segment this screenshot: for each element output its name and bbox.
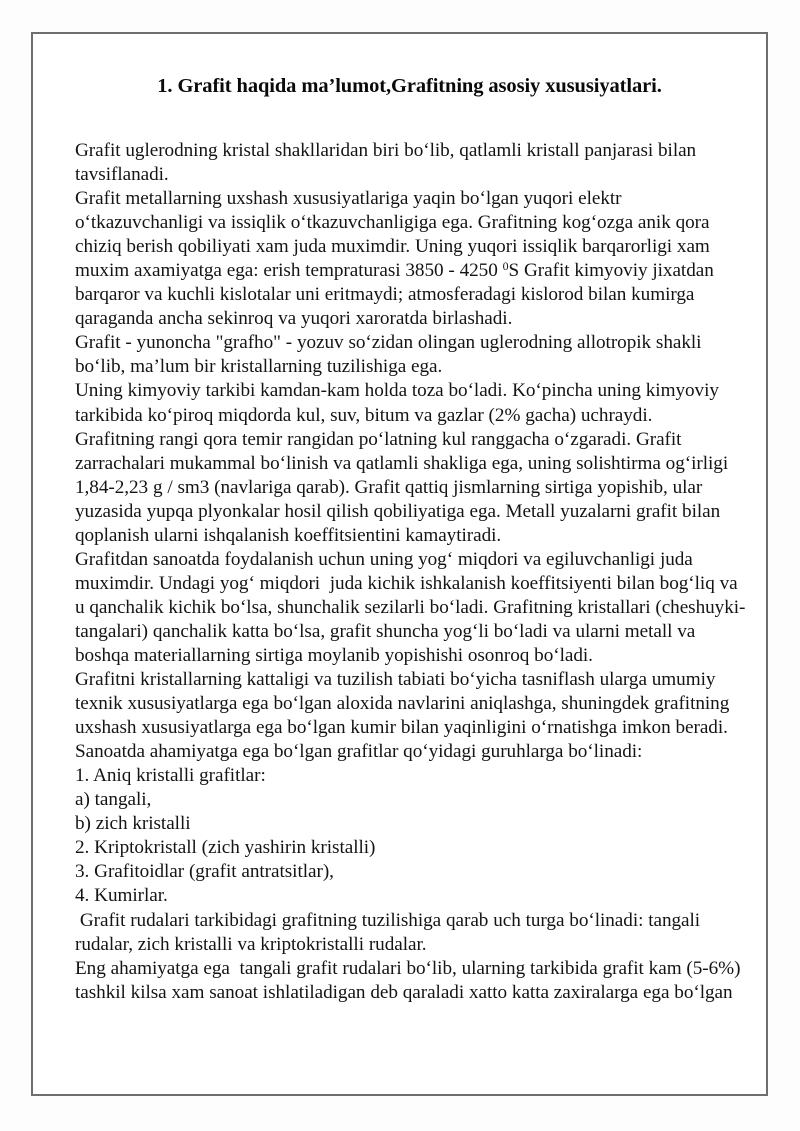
- degree-superscript: 0: [502, 259, 509, 274]
- body-line: a) tangali,: [75, 789, 152, 811]
- body-line: uxshash xususiyatlarga ega bo‘lgan kumir bilan yaqinligini o‘rnatishga imkon beradi.: [75, 717, 728, 739]
- body-line: Grafit uglerodning kristal shakllaridan biri bo‘lib, qatlamli kristall panjarasi bilan: [75, 140, 697, 161]
- body-line: texnik xususiyatlarga ega bo‘lgan aloxida navlarini aniqlashga, shuningdek grafitning: [75, 693, 730, 715]
- body-line: tangalari) qanchalik katta bo‘lsa, grafit shuncha yog‘li bo‘ladi va ularni metall va: [75, 620, 696, 642]
- body-line: Grafitni kristallarning kattaligi va tuzilish tabiati bo‘yicha tasniflash ularga umumiy: [75, 669, 716, 691]
- body-line: 1,84-2,23 g / sm3 (navlariga qarab). Grafit qattiq jismlarning sirtiga yopishib, ular: [75, 476, 703, 498]
- body-line: 3. Grafitoidlar (grafit antratsitlar),: [75, 861, 334, 883]
- body-line: b) zich kristalli: [75, 813, 191, 835]
- body-line: tarkibida ko‘piroq miqdorda kul, suv, bitum va gazlar (2% gacha) uchraydi.: [75, 404, 653, 426]
- body-line: Eng ahamiyatga ega tangali grafit rudalari bo‘lib, ularning tarkibida grafit kam (5-6%): [75, 957, 741, 979]
- body-line: zarrachalari mukammal bo‘linish va qatlamli shakliga ega, uning solishtirma og‘irligi: [75, 452, 729, 474]
- body-line: u qanchalik kichik bo‘lsa, shunchalik sezilarli bo‘ladi. Grafitning kristallari (cheshuyki-: [75, 596, 746, 618]
- body-line: muxim axamiyatga ega: erish tempraturasi 3850 - 4250 $^0$S Grafit kimyoviy jixatdan: [75, 259, 714, 282]
- page-title: 1. Grafit haqida ma’lumot,Grafitning asosiy xususiyatlari.: [157, 75, 662, 97]
- body-line: barqaror va kuchli kislotalar uni eritmaydi; atmosferadagi kislorod bilan kumirga: [75, 284, 695, 306]
- body-line: Grafit rudalari tarkibidagi grafitning tuzilishiga qarab uch turga bo‘linadi: tangali: [75, 909, 701, 931]
- body-line: tashkil kilsa xam sanoat ishlatiladigan deb qaraladi xatto katta zaxiralarga ega bo‘lgan: [75, 981, 733, 1003]
- body-line: qoplanish ularni ishqalanish koeffitsientini kamaytiradi.: [75, 524, 502, 546]
- page-content-area: [33, 34, 770, 1098]
- body-line: qaraganda ancha sekinroq va yuqori xaroratda birlashadi.: [75, 308, 513, 330]
- body-line: Grafit - yunoncha "grafho" - yozuv so‘zidan olingan uglerodning allotropik shakli: [75, 332, 702, 354]
- body-line: o‘tkazuvchanligi va issiqlik o‘tkazuvchanligiga ega. Grafitning kog‘ozga anik qora: [75, 212, 710, 234]
- body-line: muximdir. Undagi yog‘ miqdori juda kichik ishkalanish koeffitsiyenti bilan bog‘liq va: [75, 572, 738, 594]
- body-line: 4. Kumirlar.: [75, 885, 168, 907]
- body-line: tavsiflanadi.: [75, 164, 169, 186]
- body-line: Uning kimyoviy tarkibi kamdan-kam holda toza bo‘ladi. Ko‘pincha uning kimyoviy: [75, 380, 719, 402]
- document-page: [31, 32, 768, 1096]
- body-line: 2. Kriptokristall (zich yashirin kristalli): [75, 837, 376, 859]
- document-body: [75, 139, 751, 1005]
- body-line: boshqa materiallarning sirtiga moylanib yopishishi osonroq bo‘ladi.: [75, 644, 593, 666]
- body-line: chiziq berish qobiliyati xam juda muximdir. Uning yuqori issiqlik barqarorligi xam: [75, 236, 710, 258]
- body-line: Sanoatda ahamiyatga ega bo‘lgan grafitlar qo‘yidagi guruhlarga bo‘linadi:: [75, 741, 643, 763]
- body-line: Grafit metallarning uxshash xususiyatlariga yaqin bo‘lgan yuqori elektr: [75, 188, 622, 210]
- body-line: bo‘lib, ma’lum bir kristallarning tuzilishiga ega.: [75, 356, 443, 378]
- body-line: Grafitning rangi qora temir rangidan po‘latning kul ranggacha o‘zgaradi. Grafit: [75, 428, 682, 450]
- body-line: rudalar, zich kristalli va kriptokristalli rudalar.: [75, 933, 427, 955]
- body-line: yuzasida yupqa plyonkalar hosil qilish qobiliyatiga ega. Metall yuzalarni grafit bilan: [75, 500, 721, 522]
- body-line: Grafitdan sanoatda foydalanish uchun uning yog‘ miqdori va egiluvchanligi juda: [75, 548, 693, 570]
- body-line: 1. Aniq kristalli grafitlar:: [75, 765, 266, 787]
